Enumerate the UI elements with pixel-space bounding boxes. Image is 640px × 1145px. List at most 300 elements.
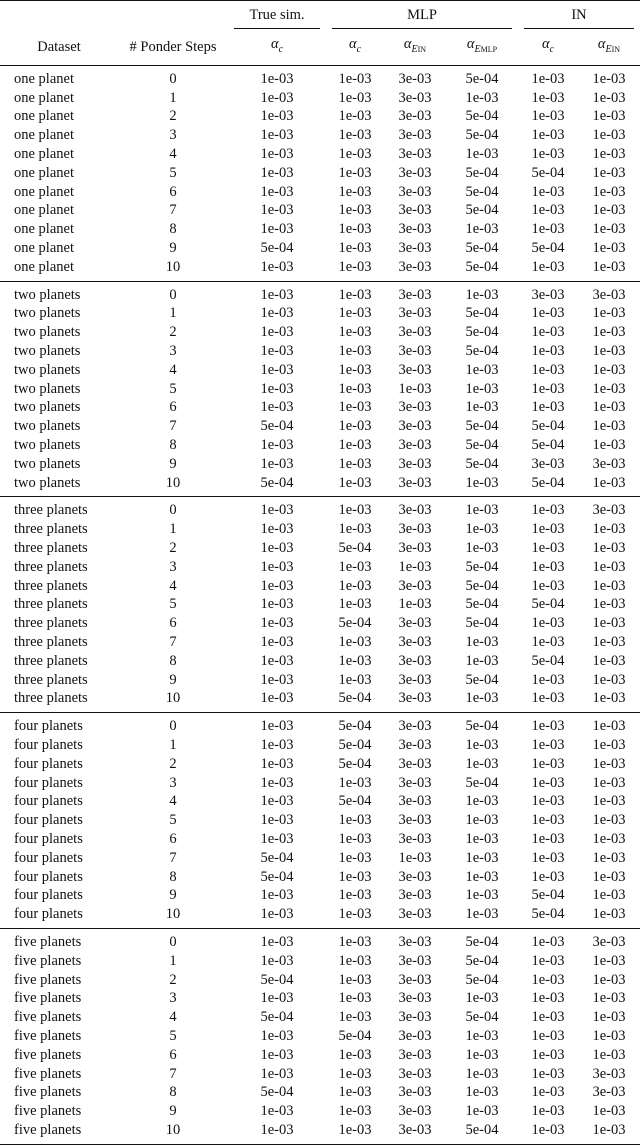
value-cell: 1e-03 — [592, 474, 626, 491]
ponder-steps-cell: 2 — [169, 324, 177, 341]
value-cell: 5e-04 — [531, 437, 565, 454]
value-cell: 3e-03 — [398, 286, 432, 303]
value-cell: 3e-03 — [398, 164, 432, 181]
value-cell: 1e-03 — [465, 146, 499, 163]
dataset-cell: four planets — [14, 755, 83, 772]
value-cell: 1e-03 — [338, 971, 372, 988]
value-cell: 1e-03 — [531, 634, 565, 650]
value-cell: 1e-03 — [531, 540, 565, 557]
value-cell: 1e-03 — [592, 812, 626, 829]
value-cell: 1e-03 — [465, 521, 499, 538]
ponder-steps-cell: 7 — [169, 418, 177, 435]
dataset-cell: one planet — [14, 183, 74, 200]
table-row — [0, 304, 640, 323]
value-cell: 3e-03 — [398, 887, 432, 904]
dataset-cell: three planets — [14, 521, 88, 538]
ponder-steps-cell: 3 — [169, 990, 177, 1007]
table-row — [0, 89, 640, 108]
table-row — [0, 905, 640, 924]
table-row — [0, 886, 640, 905]
ponder-steps-cell: 6 — [169, 615, 177, 632]
value-cell: 1e-03 — [531, 380, 565, 397]
value-cell: 3e-03 — [398, 89, 432, 106]
value-cell: 1e-03 — [465, 1103, 499, 1120]
table-row — [0, 755, 640, 774]
value-cell: 1e-03 — [260, 202, 294, 219]
value-cell: 3e-03 — [398, 258, 432, 275]
value-cell: 1e-03 — [592, 736, 626, 753]
table-row — [0, 1065, 640, 1084]
value-cell: 3e-03 — [398, 1009, 432, 1026]
dataset-cell: three planets — [14, 671, 88, 688]
value-cell: 1e-03 — [260, 221, 294, 238]
table-row — [0, 501, 640, 520]
value-cell: 3e-03 — [398, 108, 432, 125]
value-cell: 1e-03 — [531, 558, 565, 575]
ponder-steps-cell: 2 — [169, 971, 177, 988]
value-cell: 5e-04 — [338, 793, 372, 810]
value-cell: 1e-03 — [338, 240, 372, 257]
table-row — [0, 520, 640, 539]
value-cell: 5e-04 — [260, 1084, 294, 1101]
dataset-cell: three planets — [14, 634, 88, 650]
ponder-steps-cell: 5 — [169, 1027, 177, 1044]
value-cell: 5e-04 — [465, 558, 499, 575]
table-row — [0, 70, 640, 89]
dataset-cell: four planets — [14, 887, 83, 904]
value-cell: 3e-03 — [398, 1103, 432, 1120]
value-cell: 1e-03 — [592, 971, 626, 988]
value-cell: 3e-03 — [398, 127, 432, 144]
value-cell: 5e-04 — [465, 258, 499, 275]
table-row — [0, 1046, 640, 1065]
value-cell: 1e-03 — [592, 596, 626, 613]
dataset-cell: five planets — [14, 1065, 82, 1082]
value-cell: 5e-04 — [465, 774, 499, 791]
value-cell: 5e-04 — [465, 240, 499, 257]
table-row — [0, 577, 640, 596]
ponder-steps-cell: 1 — [169, 305, 177, 322]
value-cell: 1e-03 — [592, 849, 626, 866]
ponder-steps-cell: 4 — [169, 577, 177, 594]
value-cell: 1e-03 — [531, 399, 565, 416]
dataset-cell: two planets — [14, 455, 81, 472]
table-row — [0, 868, 640, 887]
value-cell: 3e-03 — [398, 952, 432, 969]
value-cell: 1e-03 — [531, 221, 565, 238]
value-cell: 1e-03 — [592, 652, 626, 669]
table-row — [0, 258, 640, 277]
value-cell: 5e-04 — [260, 971, 294, 988]
value-cell: 3e-03 — [398, 324, 432, 341]
dataset-cell: three planets — [14, 596, 88, 613]
value-cell: 1e-03 — [338, 990, 372, 1007]
ponder-steps-cell: 1 — [169, 521, 177, 538]
value-cell: 5e-04 — [260, 849, 294, 866]
value-cell: 3e-03 — [398, 221, 432, 238]
table-row — [0, 558, 640, 577]
value-cell: 1e-03 — [260, 634, 294, 650]
value-cell: 1e-03 — [531, 830, 565, 847]
ponder-steps-cell: 3 — [169, 127, 177, 144]
value-cell: 1e-03 — [338, 596, 372, 613]
value-cell: 1e-03 — [465, 1046, 499, 1063]
ponder-steps-cell: 2 — [169, 755, 177, 772]
value-cell: 1e-03 — [465, 887, 499, 904]
dataset-cell: three planets — [14, 577, 88, 594]
dataset-cell: three planets — [14, 502, 88, 519]
value-cell: 5e-04 — [465, 1009, 499, 1026]
value-cell: 5e-04 — [338, 755, 372, 772]
value-cell: 1e-03 — [592, 830, 626, 847]
value-cell: 1e-03 — [592, 690, 626, 707]
col-mlp-alpha-e-in: $\alpha_{EIN}$ — [403, 36, 427, 55]
value-cell: 1e-03 — [531, 736, 565, 753]
value-cell: 3e-03 — [592, 1084, 626, 1101]
value-cell: 1e-03 — [465, 812, 499, 829]
ponder-steps-cell: 4 — [169, 146, 177, 163]
value-cell: 1e-03 — [531, 971, 565, 988]
value-cell: 1e-03 — [531, 1084, 565, 1101]
value-cell: 3e-03 — [398, 868, 432, 885]
value-cell: 3e-03 — [398, 736, 432, 753]
value-cell: 1e-03 — [592, 558, 626, 575]
value-cell: 1e-03 — [338, 455, 372, 472]
value-cell: 1e-03 — [338, 812, 372, 829]
value-cell: 1e-03 — [465, 868, 499, 885]
value-cell: 3e-03 — [398, 521, 432, 538]
table-row — [0, 183, 640, 202]
value-cell: 1e-03 — [260, 1103, 294, 1120]
value-cell: 1e-03 — [592, 361, 626, 378]
ponder-steps-cell: 3 — [169, 558, 177, 575]
value-cell: 1e-03 — [338, 1009, 372, 1026]
value-cell: 3e-03 — [592, 455, 626, 472]
table-row — [0, 398, 640, 417]
value-cell: 1e-03 — [398, 849, 432, 866]
table-row — [0, 201, 640, 220]
value-cell: 3e-03 — [398, 455, 432, 472]
value-cell: 1e-03 — [338, 952, 372, 969]
value-cell: 5e-04 — [338, 615, 372, 632]
value-cell: 1e-03 — [338, 1103, 372, 1120]
ponder-steps-cell: 9 — [169, 671, 177, 688]
value-cell: 1e-03 — [338, 1065, 372, 1082]
value-cell: 1e-03 — [592, 906, 626, 923]
value-cell: 1e-03 — [338, 399, 372, 416]
value-cell: 1e-03 — [465, 1065, 499, 1082]
value-cell: 1e-03 — [338, 634, 372, 650]
value-cell: 1e-03 — [531, 1046, 565, 1063]
value-cell: 1e-03 — [592, 755, 626, 772]
value-cell: 1e-03 — [338, 474, 372, 491]
table-row — [0, 830, 640, 849]
value-cell: 1e-03 — [338, 343, 372, 360]
value-cell: 1e-03 — [592, 89, 626, 106]
value-cell: 1e-03 — [592, 343, 626, 360]
value-cell: 1e-03 — [260, 830, 294, 847]
value-cell: 1e-03 — [531, 202, 565, 219]
value-cell: 1e-03 — [531, 933, 565, 950]
table-row — [0, 933, 640, 952]
value-cell: 1e-03 — [531, 70, 565, 87]
dataset-cell: one planet — [14, 127, 74, 144]
table-row — [0, 595, 640, 614]
value-cell: 1e-03 — [338, 521, 372, 538]
value-cell: 3e-03 — [398, 671, 432, 688]
value-cell: 1e-03 — [592, 793, 626, 810]
value-cell: 3e-03 — [398, 971, 432, 988]
value-cell: 1e-03 — [531, 615, 565, 632]
value-cell: 1e-03 — [531, 324, 565, 341]
table-row — [0, 417, 640, 436]
value-cell: 1e-03 — [338, 577, 372, 594]
value-cell: 1e-03 — [260, 906, 294, 923]
value-cell: 1e-03 — [592, 70, 626, 87]
ponder-steps-cell: 10 — [165, 906, 181, 923]
dataset-cell: five planets — [14, 1084, 82, 1101]
value-cell: 1e-03 — [531, 1009, 565, 1026]
value-cell: 5e-04 — [465, 343, 499, 360]
value-cell: 1e-03 — [465, 361, 499, 378]
value-cell: 1e-03 — [338, 324, 372, 341]
value-cell: 3e-03 — [398, 474, 432, 491]
value-cell: 3e-03 — [398, 634, 432, 650]
value-cell: 1e-03 — [531, 502, 565, 519]
table-row — [0, 671, 640, 690]
value-cell: 1e-03 — [531, 774, 565, 791]
value-cell: 1e-03 — [260, 361, 294, 378]
value-cell: 1e-03 — [338, 305, 372, 322]
value-cell: 3e-03 — [531, 286, 565, 303]
value-cell: 1e-03 — [398, 380, 432, 397]
table-row — [0, 361, 640, 380]
value-cell: 1e-03 — [531, 793, 565, 810]
value-cell: 1e-03 — [260, 286, 294, 303]
value-cell: 1e-03 — [592, 1027, 626, 1044]
table-row — [0, 952, 640, 971]
value-cell: 1e-03 — [260, 164, 294, 181]
table-row — [0, 811, 640, 830]
dataset-cell: two planets — [14, 380, 81, 397]
value-cell: 3e-03 — [398, 1027, 432, 1044]
ponder-steps-cell: 6 — [169, 183, 177, 200]
value-cell: 1e-03 — [260, 933, 294, 950]
value-cell: 1e-03 — [465, 690, 499, 707]
value-cell: 1e-03 — [260, 305, 294, 322]
value-cell: 5e-04 — [531, 474, 565, 491]
value-cell: 3e-03 — [398, 343, 432, 360]
ponder-steps-cell: 6 — [169, 830, 177, 847]
value-cell: 5e-04 — [260, 868, 294, 885]
ponder-steps-cell: 0 — [169, 502, 177, 519]
value-cell: 1e-03 — [531, 577, 565, 594]
value-cell: 5e-04 — [465, 305, 499, 322]
table-row — [0, 126, 640, 145]
value-cell: 1e-03 — [260, 736, 294, 753]
value-cell: 5e-04 — [531, 418, 565, 435]
value-cell: 3e-03 — [398, 577, 432, 594]
col-mlp-alpha-e-mlp: $\alpha_{EMLP}$ — [466, 36, 498, 55]
ponder-steps-cell: 0 — [169, 70, 177, 87]
value-cell: 1e-03 — [592, 1121, 626, 1138]
value-cell: 1e-03 — [592, 615, 626, 632]
value-cell: 1e-03 — [260, 774, 294, 791]
value-cell: 5e-04 — [465, 596, 499, 613]
value-cell: 1e-03 — [465, 399, 499, 416]
value-cell: 1e-03 — [338, 830, 372, 847]
value-cell: 1e-03 — [531, 990, 565, 1007]
value-cell: 1e-03 — [260, 540, 294, 557]
value-cell: 5e-04 — [260, 418, 294, 435]
value-cell: 1e-03 — [592, 634, 626, 650]
value-cell: 5e-04 — [465, 1121, 499, 1138]
ponder-steps-cell: 7 — [169, 634, 177, 650]
value-cell: 5e-04 — [260, 240, 294, 257]
value-cell: 1e-03 — [592, 718, 626, 735]
value-cell: 5e-04 — [465, 108, 499, 125]
dataset-cell: one planet — [14, 258, 74, 275]
value-cell: 1e-03 — [531, 868, 565, 885]
dataset-cell: three planets — [14, 652, 88, 669]
dataset-cell: two planets — [14, 324, 81, 341]
value-cell: 5e-04 — [338, 1027, 372, 1044]
value-cell: 1e-03 — [592, 521, 626, 538]
value-cell: 1e-03 — [260, 437, 294, 454]
value-cell: 5e-04 — [465, 437, 499, 454]
value-cell: 1e-03 — [260, 812, 294, 829]
table-row — [0, 1027, 640, 1046]
value-cell: 3e-03 — [398, 830, 432, 847]
table-row — [0, 539, 640, 558]
table-header — [0, 1, 640, 66]
value-cell: 3e-03 — [398, 933, 432, 950]
value-cell: 1e-03 — [338, 906, 372, 923]
value-cell: 1e-03 — [592, 1103, 626, 1120]
value-cell: 1e-03 — [592, 127, 626, 144]
ponder-steps-cell: 1 — [169, 89, 177, 106]
value-cell: 1e-03 — [465, 221, 499, 238]
value-cell: 1e-03 — [338, 1046, 372, 1063]
value-cell: 1e-03 — [338, 258, 372, 275]
dataset-cell: two planets — [14, 286, 81, 303]
value-cell: 1e-03 — [260, 502, 294, 519]
value-cell: 1e-03 — [465, 755, 499, 772]
value-cell: 5e-04 — [465, 202, 499, 219]
value-cell: 1e-03 — [338, 183, 372, 200]
value-cell: 1e-03 — [260, 146, 294, 163]
ponder-steps-cell: 8 — [169, 437, 177, 454]
ponder-steps-cell: 5 — [169, 164, 177, 181]
value-cell: 5e-04 — [465, 183, 499, 200]
table-row — [0, 717, 640, 736]
value-cell: 1e-03 — [465, 634, 499, 650]
value-cell: 1e-03 — [592, 305, 626, 322]
ponder-steps-cell: 5 — [169, 380, 177, 397]
col-ponder-steps: # Ponder Steps — [129, 38, 217, 55]
value-cell: 1e-03 — [260, 183, 294, 200]
dataset-cell: one planet — [14, 221, 74, 238]
value-cell: 3e-03 — [398, 437, 432, 454]
ponder-steps-cell: 10 — [165, 690, 181, 707]
value-cell: 3e-03 — [398, 690, 432, 707]
table-row — [0, 342, 640, 361]
value-cell: 5e-04 — [338, 540, 372, 557]
value-cell: 1e-03 — [260, 127, 294, 144]
dataset-cell: four planets — [14, 774, 83, 791]
col-true-alpha-c: $\alpha_c$ — [270, 36, 284, 55]
value-cell: 1e-03 — [531, 755, 565, 772]
value-cell: 3e-03 — [398, 652, 432, 669]
value-cell: 1e-03 — [338, 933, 372, 950]
value-cell: 1e-03 — [531, 361, 565, 378]
table-row — [0, 239, 640, 258]
dataset-cell: five planets — [14, 1121, 82, 1138]
value-cell: 1e-03 — [260, 615, 294, 632]
ponder-steps-cell: 1 — [169, 952, 177, 969]
value-cell: 1e-03 — [398, 558, 432, 575]
dataset-cell: five planets — [14, 1009, 82, 1026]
table-row — [0, 652, 640, 671]
value-cell: 1e-03 — [465, 1084, 499, 1101]
value-cell: 1e-03 — [465, 286, 499, 303]
value-cell: 1e-03 — [260, 952, 294, 969]
value-cell: 1e-03 — [531, 305, 565, 322]
value-cell: 5e-04 — [531, 240, 565, 257]
table-row — [0, 436, 640, 455]
dataset-cell: one planet — [14, 164, 74, 181]
value-cell: 1e-03 — [260, 258, 294, 275]
value-cell: 1e-03 — [338, 164, 372, 181]
value-cell: 1e-03 — [592, 221, 626, 238]
ponder-steps-cell: 6 — [169, 399, 177, 416]
value-cell: 5e-04 — [338, 736, 372, 753]
value-cell: 3e-03 — [592, 502, 626, 519]
ponder-steps-cell: 4 — [169, 793, 177, 810]
table-row — [0, 971, 640, 990]
value-cell: 1e-03 — [260, 887, 294, 904]
value-cell: 1e-03 — [592, 258, 626, 275]
table-row — [0, 774, 640, 793]
value-cell: 5e-04 — [465, 952, 499, 969]
value-cell: 1e-03 — [260, 521, 294, 538]
value-cell: 5e-04 — [531, 652, 565, 669]
dataset-cell: four planets — [14, 830, 83, 847]
value-cell: 1e-03 — [592, 399, 626, 416]
dataset-cell: four planets — [14, 906, 83, 923]
value-cell: 3e-03 — [531, 455, 565, 472]
value-cell: 5e-04 — [465, 70, 499, 87]
value-cell: 3e-03 — [398, 906, 432, 923]
value-cell: 1e-03 — [260, 577, 294, 594]
ponder-steps-cell: 8 — [169, 1084, 177, 1101]
value-cell: 3e-03 — [398, 718, 432, 735]
value-cell: 1e-03 — [338, 70, 372, 87]
dataset-cell: two planets — [14, 343, 81, 360]
table-row — [0, 1121, 640, 1140]
ponder-steps-cell: 9 — [169, 887, 177, 904]
value-cell: 3e-03 — [398, 70, 432, 87]
value-cell: 3e-03 — [398, 502, 432, 519]
value-cell: 1e-03 — [592, 990, 626, 1007]
ponder-steps-cell: 7 — [169, 202, 177, 219]
dataset-cell: two planets — [14, 305, 81, 322]
value-cell: 1e-03 — [592, 952, 626, 969]
value-cell: 1e-03 — [531, 690, 565, 707]
table-row — [0, 736, 640, 755]
value-cell: 1e-03 — [592, 868, 626, 885]
dataset-cell: five planets — [14, 971, 82, 988]
